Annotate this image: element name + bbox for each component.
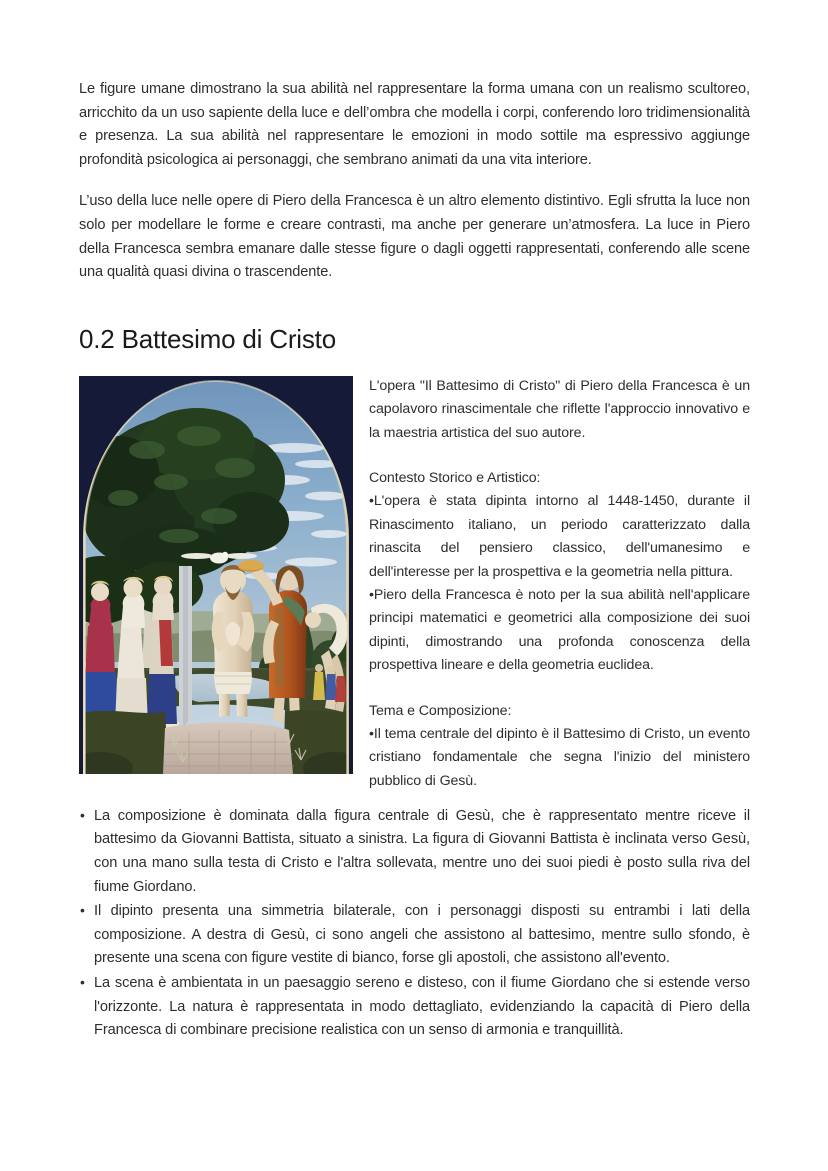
figure-section2-title: Tema e Composizione:: [369, 702, 512, 719]
composition-bullet-list: [79, 805, 750, 1043]
paragraph-human-figures: Le figure umane dimostrano la sua abilità nel rappresentare la forma umana con un realismo scultoreo, arricchito da un uso sapiente della luce e dell’ombra che modella i corpi, conferendo loro tridimensionalità e presenza. La sua abilità nel rappresentare le emozioni in modo sottile ma espressivo aggiunge profondità psicologica ai personaggi, che sembrano animati da una vita interiore.: [79, 81, 750, 168]
painting-artwork-svg: [79, 376, 353, 774]
figure-section1-bullet-2: •Piero della Francesca è noto per la sua abilità nell'applicare principi matematici e geometrici alla composizione dei suoi dipinti, dimostrando una profonda conoscenza della prospettiva lineare e della geometria euclidea.: [369, 587, 750, 674]
list-item: • La composizione è dominata dalla figura centrale di Gesù, che è rappresentato mentre riceve il battesimo da Giovanni Battista, situato a sinistra. La figura di Giovanni Battista è inclinata verso Gesù, con una mano sulla testa di Cristo e l'altra sollevata, mentre uno dei suoi piedi è posto sulla riva del fiume Giordano.: [79, 805, 750, 899]
figure-intro-paragraph: L'opera "Il Battesimo di Cristo" di Piero della Francesca è un capolavoro rinascimentale che riflette l'approccio innovativo e la maestria artistica del suo autore.: [369, 377, 750, 441]
paragraph-use-of-light: L’uso della luce nelle opere di Piero della Francesca è un altro elemento distintivo. Egli sfrutta la luce non solo per modellare le forme e creare contrasti, ma anche per generare un’atmosfera. La luce in Piero della Francesca sembra emanare dalle stesse figure o dagli oggetti rappresentati, conferendo alle scene una qualità quasi divina o trascendente.: [79, 193, 750, 281]
figure-section2-bullet-1: •Il tema centrale del dipinto è il Battesimo di Cristo, un evento cristiano fondamentale che segna l'inizio del ministero pubblico di Gesù.: [369, 726, 750, 789]
list-item: • Il dipinto presenta una simmetria bilaterale, con i personaggi disposti su entrambi i lati della composizione. A destra di Gesù, ci sono angeli che assistono al battesimo, mentre sullo sfondo, è presente una scena con figure vestite di bianco, forse gli apostoli, che assistono all'evento.: [79, 900, 750, 971]
section-heading-battesimo: 0.2 Battesimo di Cristo: [79, 323, 336, 354]
figure-and-description-block: [79, 376, 750, 795]
figure-section1-bullet-1: •L'opera è stata dipinta intorno al 1448-1450, durante il Rinascimento italiano, un periodo caratterizzato dalla rinascita del pensiero classico, dell'umanesimo e dell'interesse per la prospettiva e la geometria nella pittura.: [369, 493, 750, 580]
document-content: [79, 78, 750, 1044]
painting-battesimo-di-cristo: [79, 376, 353, 774]
figure-section1-title: Contesto Storico e Artistico:: [369, 469, 541, 486]
list-item: • La scena è ambientata in un paesaggio sereno e disteso, con il fiume Giordano che si estende verso l'orizzonte. La natura è rappresentata in modo dettagliato, evidenziando la capacità di Piero della Francesca di combinare precisione realistica con un senso di armonia e tranquillità.: [79, 972, 750, 1043]
figure-side-text: [369, 375, 750, 794]
